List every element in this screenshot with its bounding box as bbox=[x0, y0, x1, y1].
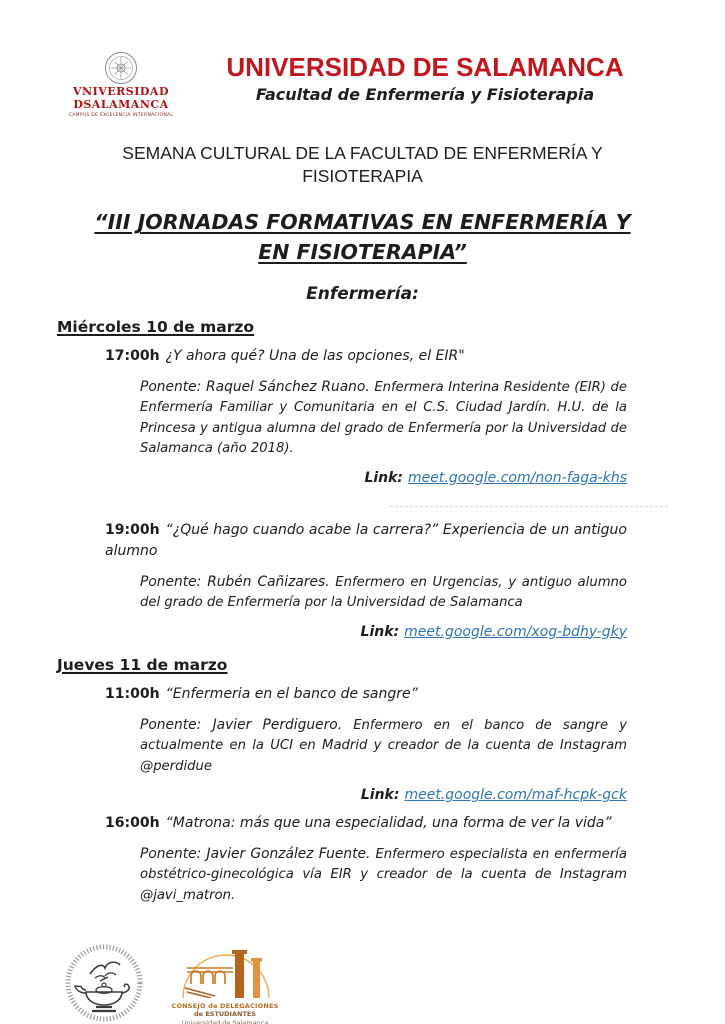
speaker-bio: Enfermero especialista en enfermería obstétrico-ginecológica vía EIR y creador de la cuenta de Instagram @javi_matron. bbox=[140, 846, 627, 903]
link-label: Link: bbox=[364, 469, 404, 486]
talk-title bbox=[105, 346, 627, 367]
talk-time: 19:00h bbox=[105, 521, 160, 538]
event-title bbox=[63, 142, 663, 188]
faint-divider bbox=[390, 506, 668, 507]
meet-link[interactable]: meet.google.com/maf-hcpk-gck bbox=[404, 786, 627, 803]
event-subtitle-line2: EN FISIOTERAPIA” bbox=[258, 240, 467, 265]
day-heading-jueves: Jueves 11 de marzo bbox=[57, 655, 228, 674]
nursing-delegation-seal bbox=[64, 943, 144, 1024]
event-title-line1: SEMANA CULTURAL DE LA FACULTAD DE ENFERMERÍA Y bbox=[122, 143, 603, 164]
talk-time: 11:00h bbox=[105, 685, 160, 702]
speaker-bio: Enfermera Interina Residente (EIR) de Enfermería Familiar y Comunitaria en el C.S. Ciudad Jardín. H.U. de la Princesa y antigua alumna del grado de Enfermería por la Universidad de Salamanca (año 2018). bbox=[140, 379, 627, 457]
council-logo-text-line3: Universidad de Salamanca bbox=[181, 1019, 269, 1024]
speaker-paragraph bbox=[140, 572, 627, 614]
talk-title bbox=[105, 684, 627, 705]
event-subtitle bbox=[53, 208, 673, 267]
link-label: Link: bbox=[360, 786, 400, 803]
speaker-name: Ponente: Raquel Sánchez Ruano. bbox=[140, 378, 370, 395]
talk-name: ¿Y ahora qué? Una de las opciones, el EIR" bbox=[165, 347, 465, 364]
council-of-delegations-logo bbox=[158, 946, 292, 1024]
speaker-name: Ponente: Rubén Cañizares. bbox=[140, 573, 330, 590]
header-titles bbox=[180, 50, 670, 118]
talk-time: 17:00h bbox=[105, 347, 160, 364]
link-line bbox=[57, 470, 627, 486]
university-name: UNIVERSIDAD DE SALAMANCA bbox=[226, 52, 624, 82]
link-line bbox=[57, 624, 627, 640]
link-line bbox=[57, 787, 627, 803]
speaker-name: Ponente: Javier González Fuente. bbox=[140, 845, 371, 862]
usal-logo-text-line2: DSALAMANCA bbox=[73, 97, 169, 111]
speaker-paragraph bbox=[140, 377, 627, 460]
usal-logo bbox=[62, 50, 180, 118]
event-title-line2: FISIOTERAPIA bbox=[302, 166, 423, 187]
speaker-bio: Enfermero en Urgencias, y antiguo alumno del grado de Enfermería por la Universidad de Salamanca bbox=[140, 574, 627, 611]
talk-title bbox=[105, 813, 627, 834]
usal-logo-tagline: CAMPUS DE EXCELENCIA INTERNACIONAL bbox=[68, 113, 174, 119]
usal-logo-text-line1: VNIVERSIDAD bbox=[73, 85, 169, 98]
talk-time: 16:00h bbox=[105, 814, 160, 831]
talk-name: “Matrona: más que una especialidad, una forma de ver la vida” bbox=[165, 814, 612, 831]
usal-crest-icon bbox=[103, 50, 139, 86]
link-label: Link: bbox=[360, 623, 400, 640]
speaker-bio: Enfermero en el banco de sangre y actualmente en la UCI en Madrid y creador de la cuenta de Instagram @perdidue bbox=[140, 717, 627, 774]
speaker-paragraph bbox=[140, 844, 627, 906]
header bbox=[0, 0, 725, 118]
talk-title bbox=[105, 520, 627, 562]
council-logo-text-line2: de ESTUDIANTES bbox=[194, 1010, 256, 1018]
talk-name: “Enfermeria en el banco de sangre” bbox=[165, 685, 418, 702]
faculty-name: Facultad de Enfermería y Fisioterapia bbox=[255, 85, 595, 105]
meet-link[interactable]: meet.google.com/xog-bdhy-gky bbox=[404, 623, 627, 640]
meet-link[interactable]: meet.google.com/non-faga-khs bbox=[408, 469, 627, 486]
schedule bbox=[0, 318, 725, 906]
speaker-name: Ponente: Javier Perdiguero. bbox=[140, 716, 343, 733]
aqueduct-columns-icon bbox=[177, 946, 273, 998]
nursing-lamp-seal-icon bbox=[64, 943, 144, 1024]
talk-name: “¿Qué hago cuando acabe la carrera?” Experiencia de un antiguo alumno bbox=[105, 521, 627, 559]
day-heading-miercoles: Miércoles 10 de marzo bbox=[57, 317, 255, 336]
event-subtitle-line1: “III JORNADAS FORMATIVAS EN ENFERMERÍA Y bbox=[94, 210, 631, 235]
council-logo-text-line1: CONSEJO de DELEGACIONES bbox=[171, 1002, 279, 1010]
speaker-paragraph bbox=[140, 715, 627, 777]
section-label: Enfermería: bbox=[306, 283, 419, 304]
